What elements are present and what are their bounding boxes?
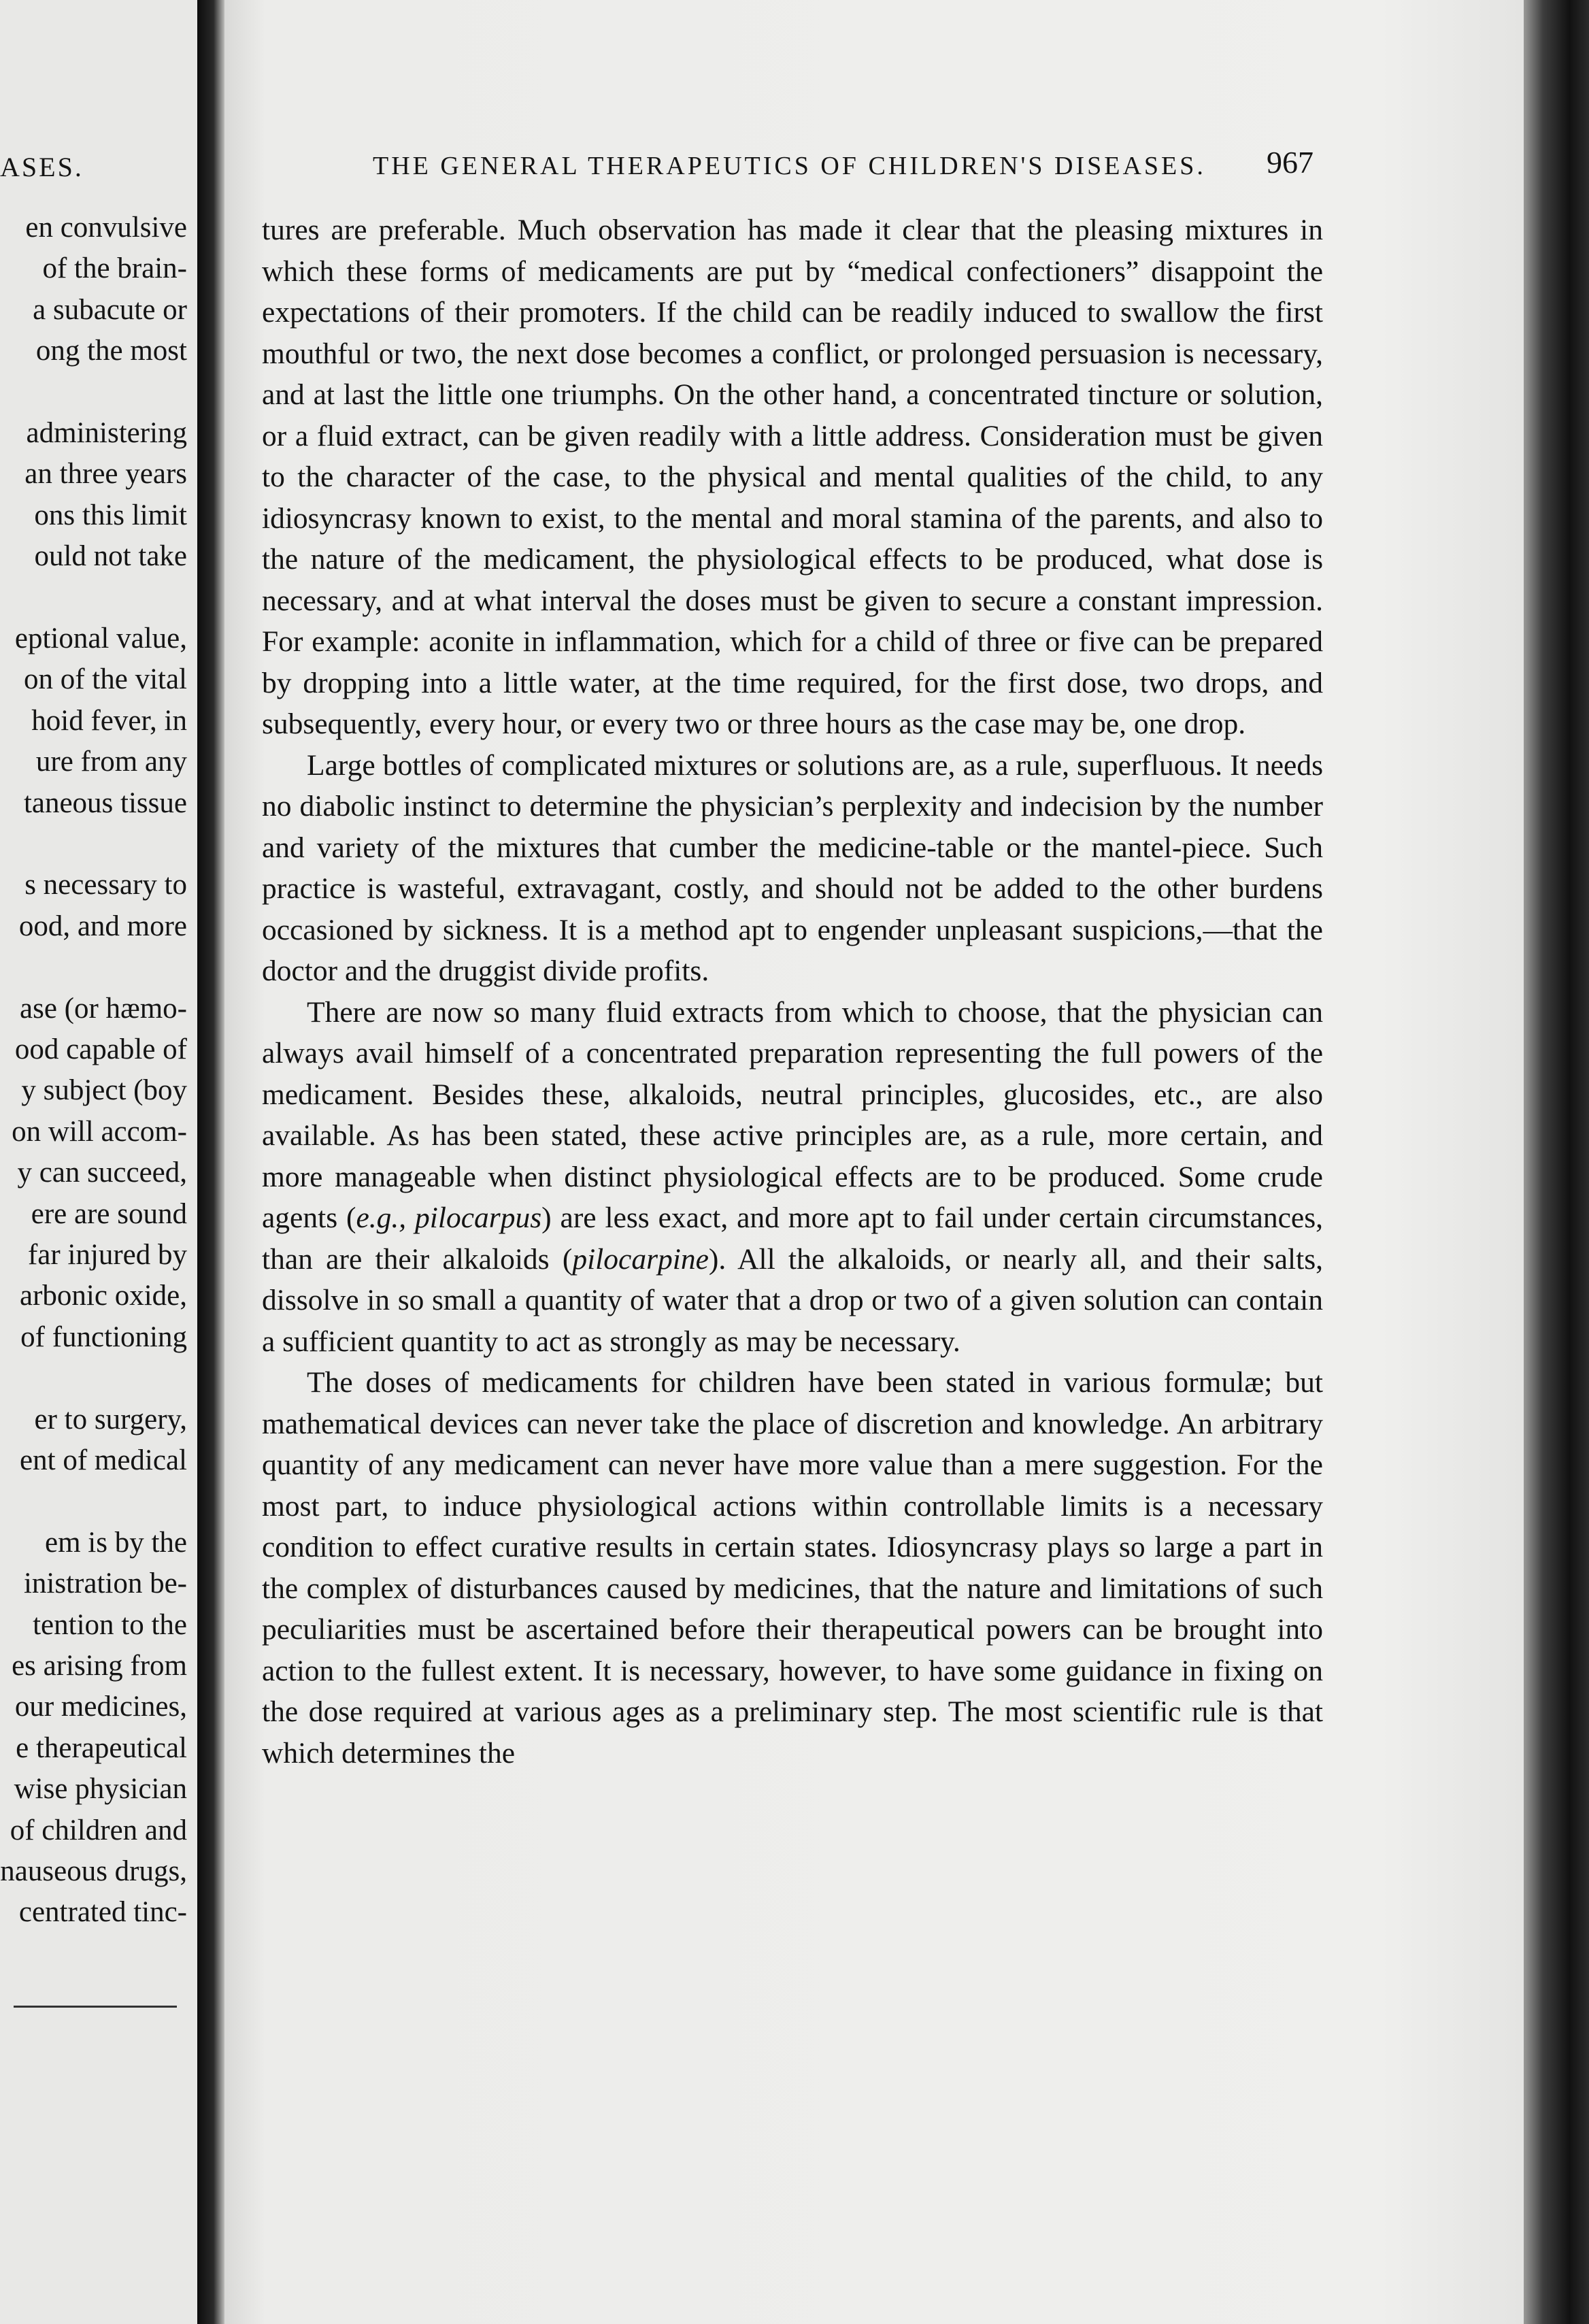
facing-page-line: ood, and more: [18, 910, 187, 942]
footnote-rule: [14, 2006, 177, 2008]
facing-page-line: our medicines,: [14, 1691, 187, 1723]
italic-term: e.g., pilocarpus: [356, 1201, 542, 1234]
facing-page-line: centrated tinc-: [18, 1896, 187, 1929]
page-edge: [1524, 0, 1589, 2324]
facing-page-line: ould not take: [34, 540, 187, 573]
facing-page-line: ong the most: [35, 335, 187, 367]
facing-page-line: ood capable of: [14, 1033, 187, 1065]
facing-page-line: on of the vital: [23, 663, 187, 696]
facing-page-line: of functioning: [20, 1321, 187, 1353]
facing-page-line: er to surgery,: [34, 1403, 187, 1435]
facing-page-line: of the brain-: [42, 252, 187, 285]
facing-page-line: em is by the: [45, 1526, 187, 1559]
facing-page-line: es arising from: [12, 1650, 187, 1682]
facing-page-line: a subacute or: [33, 293, 187, 326]
paragraph-text: ) are less exact, and more apt to fail under certain circumstances, than are their alkaloids (: [262, 1201, 1324, 1276]
paragraph-text: tures are preferable. Much observation has made it clear that the pleasing mixtures in which these forms of medicaments are put by “medical confectioners” disappoint the expectations of their promoters. If the child can be readily induced to swallow the first mouthful or two, the next dose becomes a conflict, or prolonged persuasion is necessary, and at last the little one triumphs. On the other hand, a concentrated tincture or solution, or a fluid extract, can be given readily with a little address. Consideration must be given to the character of the case, to the physical and mental qualities of the child, to any idiosyncrasy known to exist, to the mental and moral stamina of the parents, and also to the nature of the medicament, the physiological effects to be produced, what dose is necessary, and at what interval the doses must be given to secure a constant impression. For example: aconite in inflammation, which for a child of three or five can be prepared by dropping into a little water, at the time required, for the first dose, two drops, and subsequently, every hour, or every two or three hours as the case may be, one drop.: [262, 214, 1323, 740]
facing-page-line: far injured by: [27, 1239, 187, 1271]
paragraph: [262, 210, 1323, 745]
facing-page-line: ons this limit: [34, 499, 187, 531]
facing-page-line: y can succeed,: [17, 1157, 187, 1189]
body-text: [262, 210, 1323, 1774]
facing-page-line: wise physician: [14, 1773, 187, 1806]
paragraph: [262, 992, 1323, 1363]
facing-page: [0, 0, 197, 2324]
facing-page-line: hoid fever, in: [31, 704, 187, 737]
facing-page-line: en convulsive: [25, 212, 187, 244]
facing-page-line: tention to the: [33, 1608, 187, 1641]
book-gutter: [197, 0, 224, 2324]
facing-page-line: e therapeutical: [16, 1731, 187, 1764]
facing-page-line: an three years: [24, 458, 187, 491]
facing-page-header: ASES.: [0, 152, 84, 182]
facing-page-line: ent of medical: [20, 1444, 187, 1476]
italic-term: pilocarpine: [572, 1242, 709, 1276]
paragraph: [262, 1362, 1323, 1774]
facing-page-line: ere are sound: [31, 1197, 187, 1230]
facing-page-line: s necessary to: [24, 869, 187, 901]
running-head: THE GENERAL THERAPEUTICS OF CHILDREN'S DISEASES.: [373, 152, 1206, 180]
paragraph-text: There are now so many fluid extracts from which to choose, that the physician can always avail himself of a concentrated preparation representing the full powers of the medicament. Besides these, alkaloids, neutral principles, glucosides, etc., are also available. As has been stated, these active principles are, as a rule, more certain, and more manageable when distinct physiological effects are to be produced. Some crude agents (: [262, 995, 1323, 1234]
facing-page-line: y subject (boy: [21, 1074, 187, 1107]
facing-page-line: nauseous drugs,: [0, 1855, 187, 1887]
paragraph-text: ). All the alkaloids, or nearly all, and their salts, dissolve in so small a quantity of water that a drop or two of a given solution can contain a sufficient quantity to act as strongly as may be necessary.: [262, 1242, 1323, 1358]
paragraph-text: The doses of medicaments for children have been stated in various formulæ; but mathematical devices can never take the place of discretion and knowledge. An arbitrary quantity of any medicament can never have more value than a mere suggestion. For the most part, to induce physiological actions within controllable limits is a necessary condition to effect curative results in certain states. Idiosyncrasy plays so large a part in the complex of disturbances caused by medicines, that the nature and limitations of such peculiarities must be ascertained before their therapeutical powers can be brought into action to the fullest extent. It is necessary, however, to have some guidance in fixing on the dose required at various ages as a preliminary step. The most scientific rule is that which determines the: [262, 1366, 1323, 1770]
facing-page-line: taneous tissue: [23, 786, 187, 819]
facing-page-line: of children and: [10, 1814, 187, 1846]
paragraph-text: Large bottles of complicated mixtures or solutions are, as a rule, superfluous. It needs no diabolic instinct to determine the physician’s perplexity and indecision by the number and variety of the mixtures that cumber the medicine-table or the mantel-piece. Such practice is wasteful, extravagant, costly, and should not be added to the other burdens occasioned by sickness. It is a method apt to engender unpleasant suspicions,—that the doctor and the druggist divide profits.: [262, 748, 1323, 987]
facing-page-line: inistration be-: [23, 1567, 187, 1600]
facing-page-line: administering: [26, 417, 187, 449]
facing-page-line: ure from any: [35, 746, 187, 778]
paragraph: [262, 745, 1323, 992]
facing-page-line: ase (or hæmo-: [20, 992, 187, 1025]
facing-page-line: eptional value,: [14, 622, 187, 654]
facing-page-line: arbonic oxide,: [20, 1280, 187, 1312]
facing-page-line: on will accom-: [12, 1115, 187, 1148]
page-number: 967: [1267, 145, 1314, 180]
